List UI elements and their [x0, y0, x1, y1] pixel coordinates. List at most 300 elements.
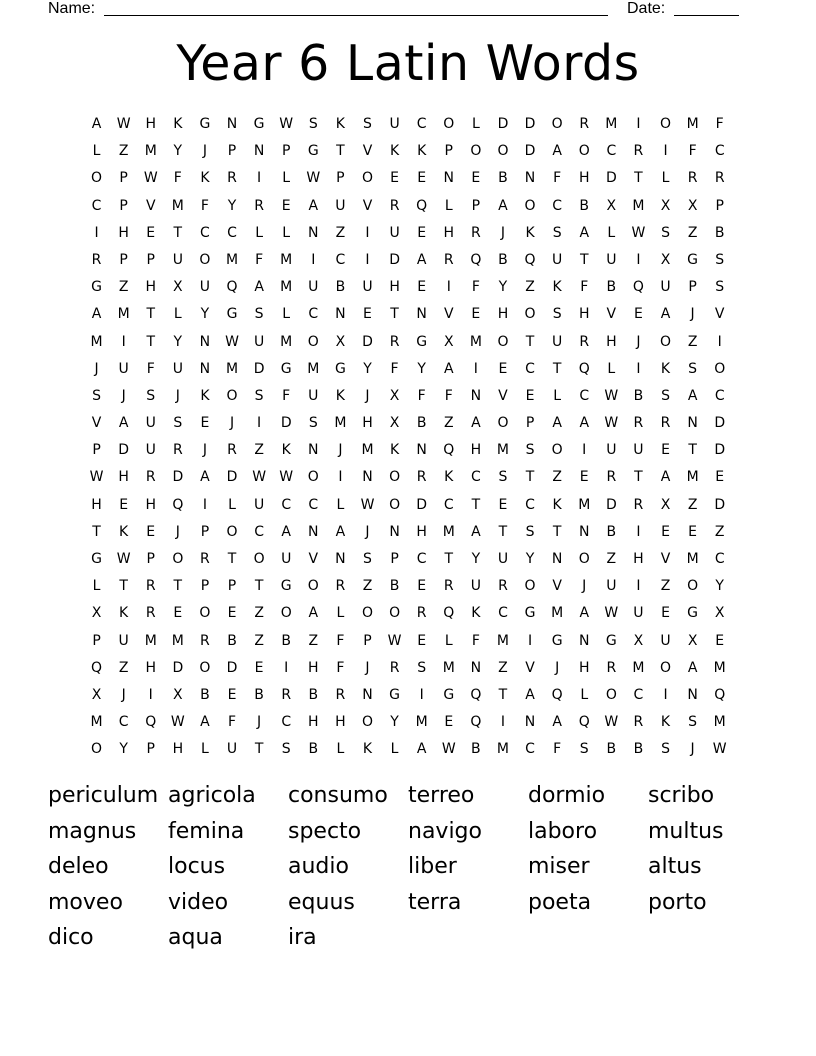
grid-letter: T [254, 741, 264, 758]
grid-letter: T [634, 469, 643, 486]
grid-letter: F [282, 387, 291, 404]
grid-letter: O [307, 469, 319, 486]
grid-letter: V [308, 551, 319, 567]
grid-letter: G [253, 116, 265, 132]
grid-letter: C [308, 306, 319, 323]
grid-letter: E [119, 496, 129, 513]
grid-letter: S [552, 306, 562, 323]
grid-letter: E [146, 523, 156, 540]
grid-letter: S [308, 415, 318, 432]
grid-letter: D [172, 659, 184, 676]
grid-row [83, 111, 734, 138]
grid-letter: N [687, 415, 698, 432]
grid-letter: Q [578, 714, 590, 731]
word-row [48, 852, 768, 888]
grid-letter: G [524, 605, 536, 622]
grid-letter: X [660, 251, 671, 268]
grid-letter: E [579, 469, 589, 486]
grid-letter: N [308, 523, 319, 540]
grid-letter: I [419, 686, 424, 703]
grid-letter: R [633, 714, 644, 731]
grid-letter: X [606, 197, 617, 214]
grid-letter: Y [471, 551, 481, 567]
grid-letter: G [551, 632, 563, 649]
grid-letter: E [471, 306, 481, 323]
grid-letter: Z [606, 551, 617, 567]
grid-letter: M [632, 659, 645, 676]
grid-letter: Q [470, 714, 482, 731]
grid-letter: R [389, 333, 400, 350]
grid-letter: P [146, 551, 155, 567]
word-list-item: deleo [48, 854, 109, 880]
grid-letter: S [173, 415, 183, 432]
grid-letter: U [606, 442, 617, 459]
grid-letter: M [171, 197, 184, 214]
grid-letter: J [555, 659, 560, 676]
grid-letter: B [606, 279, 617, 296]
grid-letter: C [227, 224, 237, 241]
grid-letter: D [524, 143, 536, 160]
grid-letter: B [335, 279, 346, 296]
grid-letter: O [361, 605, 373, 622]
grid-letter: X [660, 197, 671, 214]
grid-letter: R [200, 551, 210, 567]
grid-letter: M [632, 197, 645, 214]
grid-letter: D [226, 469, 238, 486]
grid-letter: E [254, 659, 264, 676]
grid-letter: L [282, 306, 291, 323]
word-row [48, 817, 768, 853]
word-list-item: specto [288, 818, 362, 844]
grid-letter: D [226, 659, 238, 676]
grid-letter: E [633, 306, 643, 323]
word-list-item: consumo [288, 783, 388, 808]
grid-letter: I [473, 360, 478, 377]
grid-letter: I [663, 686, 668, 703]
grid-letter: P [119, 251, 128, 268]
grid-letter: M [496, 741, 509, 758]
grid-letter: S [661, 741, 670, 758]
grid-letter: Y [119, 741, 128, 758]
grid-letter: N [199, 333, 211, 350]
grid-letter: L [282, 170, 291, 187]
word-list-item: dormio [528, 783, 606, 808]
grid-letter: M [469, 333, 482, 350]
grid-letter: H [470, 442, 482, 459]
word-list-item: multus [648, 818, 724, 844]
grid-letter: D [172, 469, 184, 486]
grid-letter: B [389, 578, 400, 595]
grid-letter: Q [172, 496, 184, 513]
grid-letter: L [282, 224, 291, 241]
grid-letter: R [172, 442, 183, 459]
word-list-item: terreo [408, 783, 475, 808]
grid-letter: Y [498, 279, 508, 296]
grid-letter: B [308, 686, 319, 703]
grid-letter: M [686, 469, 699, 486]
grid-letter: B [579, 197, 590, 214]
grid-letter: M [117, 306, 130, 323]
grid-letter: Y [715, 578, 724, 595]
grid-letter: G [91, 551, 102, 567]
grid-letter: K [525, 224, 535, 241]
grid-letter: F [444, 387, 453, 404]
word-list-item: agricola [168, 783, 256, 808]
grid-letter: R [389, 659, 400, 676]
grid-letter: C [91, 197, 102, 214]
grid-letter: M [686, 116, 699, 132]
grid-letter: S [661, 387, 670, 404]
grid-letter: P [200, 523, 210, 540]
grid-letter: H [118, 224, 129, 241]
grid-letter: Q [551, 686, 563, 703]
grid-letter: W [306, 170, 321, 187]
grid-letter: G [687, 251, 699, 268]
grid-letter: C [335, 251, 346, 268]
grid-letter: D [524, 116, 536, 132]
header-line [0, 0, 816, 20]
grid-letter: B [633, 741, 644, 758]
grid-letter: Y [363, 360, 372, 377]
grid-letter: M [280, 279, 293, 296]
grid-letter: S [308, 116, 318, 132]
grid-letter: O [307, 578, 319, 595]
grid-letter: S [363, 551, 372, 567]
grid-letter: U [226, 741, 238, 758]
grid-letter: Y [417, 360, 426, 377]
grid-letter: F [336, 632, 345, 649]
grid-letter: J [690, 306, 695, 323]
grid-letter: J [202, 143, 207, 160]
grid-letter: H [578, 170, 590, 187]
grid-letter: F [173, 170, 182, 187]
grid-letter: L [92, 578, 101, 595]
grid-letter: L [580, 686, 589, 703]
grid-letter: L [336, 496, 345, 513]
grid-letter: H [118, 469, 129, 486]
grid-letter: T [498, 523, 508, 540]
grid-letter: U [172, 251, 183, 268]
grid-letter: K [660, 360, 671, 377]
grid-letter: H [145, 279, 156, 296]
word-list-item: video [168, 889, 229, 915]
grid-letter: Q [524, 251, 536, 268]
grid-letter: T [634, 170, 643, 187]
grid-letter: R [498, 578, 508, 595]
word-list-item: ira [288, 925, 317, 951]
grid-letter: Z [254, 442, 264, 459]
grid-letter: A [552, 714, 562, 731]
grid-letter: R [254, 197, 264, 214]
grid-letter: I [257, 415, 262, 432]
grid-letter: O [714, 360, 726, 377]
grid-letter: O [687, 578, 699, 595]
grid-letter: M [496, 632, 509, 649]
grid-letter: S [417, 659, 427, 676]
grid-letter: K [173, 116, 183, 132]
grid-letter: U [497, 551, 509, 567]
grid-letter: G [443, 686, 455, 703]
grid-letter: F [227, 714, 237, 731]
grid-letter: O [91, 741, 103, 758]
grid-letter: Z [118, 659, 129, 676]
grid-letter: H [308, 659, 319, 676]
grid-letter: E [688, 523, 698, 540]
grid-row [83, 600, 734, 627]
grid-letter: O [361, 170, 373, 187]
word-row [48, 888, 768, 924]
grid-letter: H [308, 714, 319, 731]
grid-letter: O [660, 116, 672, 132]
grid-letter: Q [578, 360, 590, 377]
grid-letter: A [687, 387, 698, 404]
grid-letter: S [146, 387, 156, 404]
grid-letter: D [605, 496, 617, 513]
grid-letter: K [389, 143, 400, 160]
grid-letter: W [279, 116, 294, 132]
grid-letter: U [470, 578, 481, 595]
grid-letter: Z [118, 279, 129, 296]
grid-letter: N [578, 523, 590, 540]
grid-letter: O [497, 333, 509, 350]
grid-letter: F [417, 387, 426, 404]
grid-letter: R [470, 224, 481, 241]
grid-letter: B [606, 741, 617, 758]
grid-row [83, 464, 734, 491]
grid-letter: C [606, 143, 617, 160]
grid-letter: U [118, 360, 129, 377]
grid-letter: T [254, 578, 264, 595]
grid-letter: I [636, 251, 641, 268]
grid-row [83, 492, 734, 519]
grid-letter: M [605, 116, 618, 132]
grid-letter: M [90, 714, 103, 731]
grid-letter: G [605, 632, 617, 649]
grid-letter: G [416, 333, 428, 350]
grid-letter: P [200, 578, 210, 595]
grid-letter: A [579, 224, 590, 241]
grid-letter: B [471, 741, 481, 758]
grid-letter: I [663, 143, 668, 160]
grid-letter: K [444, 469, 454, 486]
grid-letter: K [362, 741, 373, 758]
grid-letter: R [227, 170, 237, 187]
grid-letter: Z [687, 333, 698, 350]
grid-letter: S [281, 741, 291, 758]
grid-letter: R [335, 578, 346, 595]
grid-letter: G [280, 360, 292, 377]
grid-letter: K [200, 387, 210, 404]
grid-letter: K [417, 143, 427, 160]
grid-letter: M [307, 360, 320, 377]
grid-letter: W [116, 116, 131, 132]
grid-letter: Z [443, 415, 454, 432]
grid-letter: C [443, 496, 454, 513]
word-list-item: miser [528, 854, 590, 880]
grid-letter: S [661, 224, 670, 241]
grid-letter: C [633, 686, 644, 703]
grid-letter: O [253, 551, 265, 567]
word-list-item: terra [408, 889, 462, 915]
grid-letter: M [90, 333, 103, 350]
word-list-item: liber [408, 854, 457, 880]
grid-letter: O [280, 605, 292, 622]
grid-letter: W [252, 469, 267, 486]
grid-letter: U [660, 279, 671, 296]
grid-letter: G [334, 360, 346, 377]
grid-letter: P [688, 279, 697, 296]
grid-letter: L [173, 306, 182, 323]
grid-letter: X [660, 496, 671, 513]
grid-letter: N [335, 551, 346, 567]
grid-letter: A [552, 143, 562, 160]
grid-letter: V [525, 659, 535, 676]
grid-letter: H [497, 306, 509, 323]
grid-letter: G [280, 578, 292, 595]
word-list-item: porto [648, 889, 707, 915]
grid-letter: R [389, 197, 400, 214]
grid-letter: U [145, 415, 156, 432]
grid-letter: J [94, 360, 99, 377]
grid-letter: E [146, 224, 156, 241]
grid-letter: M [415, 714, 428, 731]
grid-letter: R [416, 605, 427, 622]
grid-letter: O [172, 551, 184, 567]
grid-letter: Y [200, 306, 210, 323]
grid-letter: U [281, 551, 292, 567]
grid-letter: C [118, 714, 129, 731]
grid-letter: G [226, 306, 238, 323]
grid-letter: L [228, 496, 236, 513]
grid-letter: N [335, 306, 346, 323]
grid-letter: Z [687, 496, 698, 513]
grid-letter: D [362, 333, 373, 350]
grid-letter: L [471, 116, 480, 132]
grid-letter: Q [443, 442, 455, 459]
grid-letter: H [389, 279, 400, 296]
grid-letter: R [606, 469, 617, 486]
grid-letter: Y [525, 551, 535, 567]
grid-letter: Z [118, 143, 129, 160]
grid-letter: E [525, 387, 535, 404]
grid-letter: Z [254, 632, 264, 649]
grid-letter: A [308, 197, 319, 214]
grid-letter: V [362, 143, 373, 160]
grid-letter: S [552, 224, 562, 241]
grid-letter: D [714, 415, 726, 432]
grid-letter: S [363, 116, 372, 132]
grid-row [83, 220, 734, 247]
grid-letter: C [470, 469, 481, 486]
grid-letter: N [687, 686, 698, 703]
grid-letter: W [116, 551, 131, 567]
grid-letter: T [498, 686, 508, 703]
grid-letter: O [524, 306, 536, 323]
grid-letter: X [91, 686, 102, 703]
grid-letter: C [200, 224, 210, 241]
grid-letter: S [92, 387, 101, 404]
grid-letter: I [636, 360, 641, 377]
grid-row [83, 383, 734, 410]
grid-letter: T [119, 578, 128, 595]
grid-letter: F [471, 632, 480, 649]
grid-letter: M [578, 496, 591, 513]
grid-letter: U [606, 578, 617, 595]
grid-letter: N [308, 442, 319, 459]
grid-letter: A [443, 360, 454, 377]
grid-letter: G [307, 143, 319, 160]
grid-letter: L [201, 741, 209, 758]
grid-letter: E [417, 170, 427, 187]
grid-letter: U [552, 251, 563, 268]
grid-letter: U [335, 197, 346, 214]
grid-letter: F [255, 251, 264, 268]
grid-letter: I [257, 170, 262, 187]
grid-letter: O [578, 551, 590, 567]
grid-letter: T [579, 251, 589, 268]
grid-letter: E [471, 170, 481, 187]
grid-letter: C [525, 496, 535, 513]
grid-letter: N [362, 469, 373, 486]
grid-letter: I [446, 279, 451, 296]
grid-letter: E [715, 632, 725, 649]
grid-letter: U [308, 387, 319, 404]
grid-row [83, 437, 734, 464]
grid-letter: U [389, 116, 400, 132]
grid-letter: V [606, 306, 617, 323]
grid-letter: S [498, 469, 508, 486]
grid-letter: O [361, 714, 373, 731]
grid-letter: T [146, 306, 156, 323]
grid-letter: M [686, 551, 699, 567]
grid-letter: D [497, 116, 509, 132]
grid-letter: L [255, 224, 264, 241]
grid-letter: P [281, 143, 291, 160]
grid-letter: X [173, 279, 183, 296]
grid-letter: F [336, 659, 345, 676]
grid-letter: F [553, 170, 562, 187]
grid-letter: A [471, 415, 481, 432]
grid-letter: J [175, 387, 180, 404]
grid-letter: T [552, 523, 562, 540]
grid-letter: R [579, 116, 590, 132]
grid-letter: N [226, 116, 238, 132]
grid-letter: J [365, 523, 370, 540]
grid-letter: L [607, 360, 616, 377]
grid-letter: S [525, 523, 535, 540]
grid-letter: J [365, 387, 370, 404]
grid-letter: A [308, 605, 319, 622]
grid-letter: C [552, 197, 563, 214]
grid-letter: R [606, 659, 617, 676]
word-list-item: magnus [48, 818, 137, 844]
grid-letter: X [389, 387, 400, 404]
word-row [48, 781, 768, 817]
grid-letter: T [525, 469, 535, 486]
grid-letter: L [553, 387, 562, 404]
grid-letter: H [145, 116, 156, 132]
grid-letter: U [552, 333, 563, 350]
grid-letter: J [690, 741, 695, 758]
grid-letter: M [280, 333, 293, 350]
grid-letter: U [660, 632, 671, 649]
grid-letter: N [253, 143, 265, 160]
grid-letter: O [307, 333, 319, 350]
grid-letter: V [145, 197, 156, 214]
grid-letter: A [525, 686, 535, 703]
grid-letter: A [254, 279, 264, 296]
grid-letter: C [254, 523, 264, 540]
